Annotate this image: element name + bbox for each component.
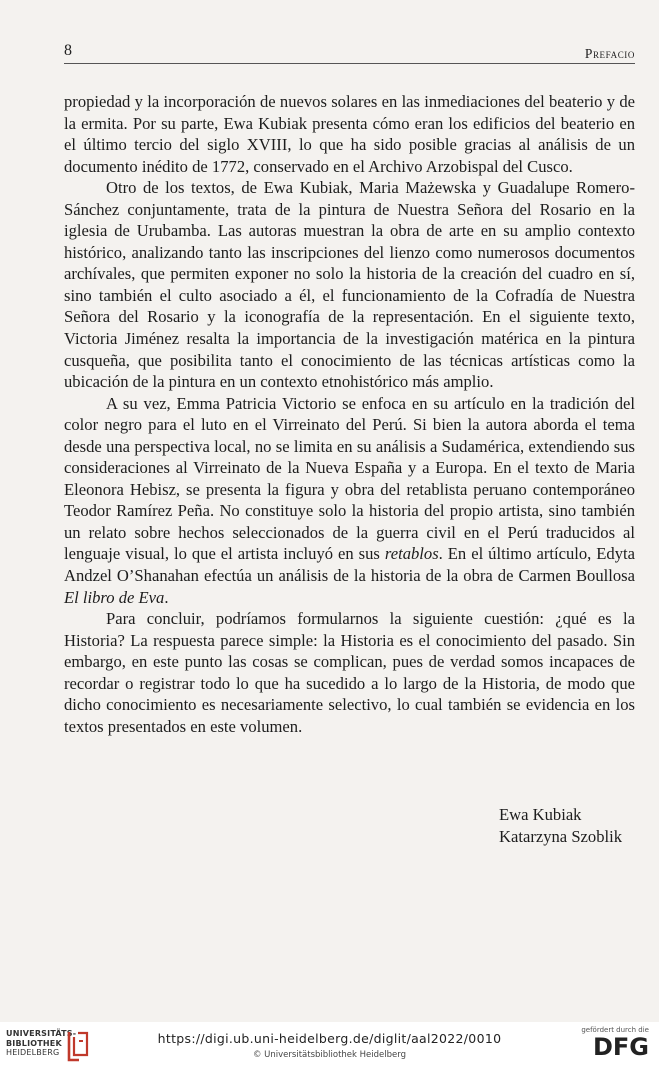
author-name: Ewa Kubiak (499, 805, 582, 824)
running-head: Prefacio (584, 46, 635, 61)
dfg-logo-text: DFG (592, 1033, 649, 1061)
author-name: Katarzyna Szoblik (499, 827, 623, 846)
paragraph-2: Otro de los textos, de Ewa Kubiak, Maria Mażewska y Guadalupe Romero-Sánchez conjuntamente, trata de la pintura de Nuestra Señora del Rosario en la iglesia de Urubamba. Las autoras muestran la obra de arte en su amplio contexto histórico, analizando tanto las inscripciones del lienzo como numerosos documentos archívales, que permiten exponer no solo la historia de la creación del cuadro en sí, sino también el culto asociado a él, el funcionamiento de la Cofradía de Nuestra Señora del Rosario y la iconografía de la representación. En el siguiente texto, Victoria Jiménez resalta la importancia de la investigación matérica en la pintura cusqueña, que posibilita tanto el conocimiento de las técnicas artísticas como la ubicación de la pintura en un contexto etnohistórico más amplio. (64, 178, 635, 392)
paragraph-3 (64, 393, 635, 608)
copyright-notice: © Universitätsbibliothek Heidelberg (252, 1050, 406, 1060)
dfg-funding-logo[interactable] (579, 1026, 649, 1060)
body-text (64, 91, 635, 737)
page-header (64, 42, 635, 64)
signature-block (499, 804, 622, 848)
university-line: HEIDELBERG (6, 1048, 60, 1057)
paragraph-4: Para concluir, podríamos formularnos la siguiente cuestión: ¿qué es la Historia? La respuesta parece simple: la Historia es el conocimiento del pasado. Sin embargo, en este punto las cosas se complican, pues de verdad somos incapaces de recordar o registrar todo lo que ha sucedido a lo largo de la Historia, de modo que dicho conocimiento es necesariamente selectivo, lo cual también se evidencia en los textos presentados en este volumen. (64, 609, 635, 736)
page-number: 8 (64, 42, 72, 59)
footer-bar (0, 1022, 659, 1068)
paragraph-3-text-b: . En el último artículo, Edyta Andzel O’Shanahan efectúa un análisis de la historia de la obra de Carmen Boullosa (64, 544, 635, 586)
paragraph-3-text-c: . (164, 587, 169, 607)
paragraph-1: propiedad y la incorporación de nuevos solares en las inmediaciones del beaterio y de la ermita. Por su parte, Ewa Kubiak presenta cómo eran los edificios del beaterio en el último tercio del siglo XVIII, lo que ha sido posible gracias al análisis de un documento inédito de 1772, conservado en el Archivo Arzobispal del Cusco. (64, 92, 635, 176)
italic-retablos: retablos (384, 544, 439, 564)
funding-caption: gefördert durch die (581, 1026, 649, 1034)
paragraph-3-text-a: A su vez, Emma Patricia Victorio se enfoca en su artículo en la tradición del color negro para el luto en el Virreinato del Perú. Si bien la autora aborda el tema desde una perspectiva local, no se limita en su análisis a Sudamérica, extendiendo sus consideraciones al Virreinato de la Nueva España y a Europa. En el texto de Maria Eleonora Hebisz, se presenta la figura y obra del retablista peruano contemporáneo Teodor Ramírez Peña. No constituye solo la historia del propio artista, sino también un relato sobre hechos seleccionados de la guerra civil en el Perú traducidos al lenguaje visual, lo que el artista incluyó en sus (64, 393, 635, 564)
doi-link[interactable]: https://digi.ub.uni-heidelberg.de/diglit/aal2022/0010 (157, 1031, 502, 1046)
italic-book-title: El libro de Eva (64, 587, 165, 607)
university-line: BIBLIOTHEK (6, 1038, 62, 1048)
university-line: UNIVERSITÄTS- (6, 1029, 77, 1038)
